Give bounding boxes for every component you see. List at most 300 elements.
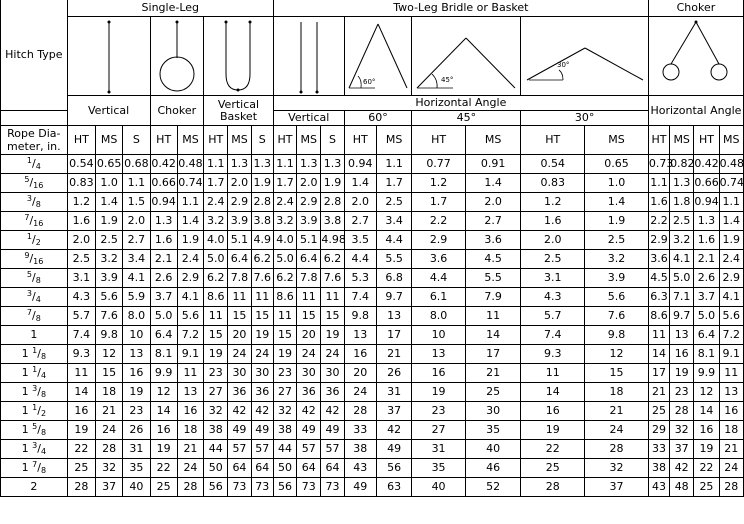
capacity-cell: 3.2 xyxy=(585,250,649,269)
capacity-cell: 5.7 xyxy=(521,307,585,326)
capacity-cell: 6.2 xyxy=(321,250,344,269)
capacity-cell: 1.4 xyxy=(719,212,743,231)
capacity-cell: 11 xyxy=(273,307,296,326)
capacity-cell: 1.2 xyxy=(521,193,585,212)
capacity-cell: 5.6 xyxy=(585,288,649,307)
capacity-cell: 16 xyxy=(719,402,743,421)
capacity-cell: 6.4 xyxy=(150,326,177,345)
capacity-cell: 0.74 xyxy=(719,174,743,193)
capacity-cell: 1.9 xyxy=(585,212,649,231)
rope-diameter-cell: $^1/_4$ xyxy=(1,155,68,174)
capacity-cell: 5.5 xyxy=(465,269,521,288)
capacity-cell: 3.2 xyxy=(95,250,122,269)
rope-diameter-cell: 1 xyxy=(1,326,68,345)
capacity-cell: 0.65 xyxy=(585,155,649,174)
capacity-cell: 0.48 xyxy=(177,155,203,174)
capacity-cell: 15 xyxy=(585,364,649,383)
capacity-cell: 9.8 xyxy=(585,326,649,345)
capacity-cell: 2.7 xyxy=(344,212,376,231)
capacity-cell: 0.74 xyxy=(177,174,203,193)
capacity-cell: 0.66 xyxy=(694,174,719,193)
table-row xyxy=(1,250,744,269)
capacity-cell: 64 xyxy=(297,459,321,478)
capacity-cell: 2.5 xyxy=(95,231,122,250)
capacity-cell: 2.0 xyxy=(521,231,585,250)
rope-diameter-label-line2: meter, in. xyxy=(7,140,61,153)
capacity-cell: 13 xyxy=(123,345,150,364)
capacity-cell: 1.9 xyxy=(321,174,344,193)
capacity-cell: 19 xyxy=(321,326,344,345)
capacity-cell: 9.1 xyxy=(177,345,203,364)
capacity-cell: 24 xyxy=(95,421,122,440)
capacity-cell: 2.0 xyxy=(228,174,251,193)
column-code: MS xyxy=(670,126,694,155)
rope-diameter-cell: 1 $^5/_8$ xyxy=(1,421,68,440)
capacity-cell: 0.66 xyxy=(150,174,177,193)
diagram-two-leg-60 xyxy=(344,17,412,96)
vertical-basket-sling-icon xyxy=(204,18,272,94)
capacity-cell: 2.9 xyxy=(719,269,743,288)
capacity-cell: 19 xyxy=(123,383,150,402)
hitch-type-label: Hitch Type xyxy=(1,0,68,111)
table-row xyxy=(1,345,744,364)
capacity-cell: 3.2 xyxy=(204,212,228,231)
capacity-cell: 5.7 xyxy=(67,307,95,326)
column-code: HT xyxy=(412,126,466,155)
capacity-cell: 18 xyxy=(95,383,122,402)
capacity-cell: 40 xyxy=(123,478,150,497)
capacity-cell: 5.1 xyxy=(297,231,321,250)
capacity-cell: 1.7 xyxy=(273,174,296,193)
capacity-cell: 49 xyxy=(251,421,273,440)
capacity-cell: 42 xyxy=(670,459,694,478)
capacity-cell: 9.3 xyxy=(521,345,585,364)
capacity-cell: 3.1 xyxy=(521,269,585,288)
capacity-cell: 2.6 xyxy=(150,269,177,288)
capacity-cell: 11 xyxy=(648,326,669,345)
capacity-cell: 2.6 xyxy=(694,269,719,288)
table-row xyxy=(1,269,744,288)
capacity-cell: 19 xyxy=(204,345,228,364)
capacity-cell: 2.9 xyxy=(648,231,669,250)
capacity-cell: 3.2 xyxy=(273,212,296,231)
capacity-cell: 26 xyxy=(123,421,150,440)
capacity-cell: 11 xyxy=(297,288,321,307)
capacity-cell: 1.3 xyxy=(251,155,273,174)
capacity-cell: 1.3 xyxy=(297,155,321,174)
capacity-cell: 33 xyxy=(344,421,376,440)
capacity-cell: 11 xyxy=(521,364,585,383)
capacity-cell: 7.2 xyxy=(719,326,743,345)
capacity-cell: 15 xyxy=(95,364,122,383)
capacity-cell: 18 xyxy=(585,383,649,402)
capacity-cell: 26 xyxy=(376,364,411,383)
diagram-single-basket xyxy=(204,17,274,96)
capacity-cell: 0.94 xyxy=(694,193,719,212)
capacity-cell: 1.4 xyxy=(585,193,649,212)
capacity-cell: 6.4 xyxy=(297,250,321,269)
capacity-cell: 32 xyxy=(670,421,694,440)
capacity-cell: 35 xyxy=(412,459,466,478)
capacity-cell: 4.3 xyxy=(67,288,95,307)
capacity-cell: 56 xyxy=(204,478,228,497)
capacity-cell: 24 xyxy=(297,345,321,364)
angle-label-30: 30° xyxy=(556,61,570,69)
capacity-cell: 1.1 xyxy=(376,155,411,174)
capacity-cell: 64 xyxy=(228,459,251,478)
capacity-cell: 22 xyxy=(150,459,177,478)
capacity-cell: 23 xyxy=(123,402,150,421)
angle-label-45: 45° xyxy=(441,76,454,84)
capacity-cell: 0.91 xyxy=(465,155,521,174)
capacity-cell: 3.9 xyxy=(297,212,321,231)
capacity-cell: 5.6 xyxy=(95,288,122,307)
capacity-cell: 28 xyxy=(585,440,649,459)
sub-vertical-two-leg: Vertical xyxy=(273,111,344,126)
capacity-cell: 21 xyxy=(465,364,521,383)
capacity-cell: 0.94 xyxy=(150,193,177,212)
capacity-cell: 1.0 xyxy=(585,174,649,193)
rope-diameter-label-line1: Rope Dia- xyxy=(7,127,61,140)
capacity-cell: 14 xyxy=(67,383,95,402)
capacity-cell: 1.1 xyxy=(204,155,228,174)
capacity-cell: 32 xyxy=(585,459,649,478)
capacity-cell: 3.1 xyxy=(67,269,95,288)
capacity-cell: 3.9 xyxy=(585,269,649,288)
capacity-cell: 8.6 xyxy=(204,288,228,307)
sub-horizontal-angle: Horizontal Angle xyxy=(273,96,648,111)
table-row xyxy=(1,155,744,174)
capacity-cell: 13 xyxy=(412,345,466,364)
table-row xyxy=(1,459,744,478)
capacity-cell: 16 xyxy=(412,364,466,383)
capacity-cell: 44 xyxy=(204,440,228,459)
capacity-cell: 1.6 xyxy=(694,231,719,250)
capacity-cell: 73 xyxy=(297,478,321,497)
capacity-cell: 36 xyxy=(251,383,273,402)
capacity-cell: 28 xyxy=(177,478,203,497)
capacity-cell: 2.8 xyxy=(321,193,344,212)
capacity-cell: 9.8 xyxy=(344,307,376,326)
capacity-cell: 2.7 xyxy=(123,231,150,250)
capacity-cell: 1.6 xyxy=(521,212,585,231)
capacity-cell: 24 xyxy=(228,345,251,364)
rope-diameter-cell: 1 $^1/_2$ xyxy=(1,402,68,421)
capacity-cell: 25 xyxy=(521,459,585,478)
capacity-cell: 5.1 xyxy=(228,231,251,250)
capacity-cell: 2.4 xyxy=(273,193,296,212)
capacity-cell: 9.3 xyxy=(67,345,95,364)
capacity-cell: 19 xyxy=(67,421,95,440)
capacity-cell: 2.7 xyxy=(465,212,521,231)
capacity-cell: 2.8 xyxy=(251,193,273,212)
capacity-cell: 25 xyxy=(67,459,95,478)
capacity-cell: 38 xyxy=(273,421,296,440)
capacity-cell: 2.5 xyxy=(585,231,649,250)
capacity-cell: 5.3 xyxy=(344,269,376,288)
capacity-cell: 1.4 xyxy=(95,193,122,212)
capacity-cell: 3.9 xyxy=(228,212,251,231)
capacity-cell: 6.1 xyxy=(412,288,466,307)
table-row xyxy=(1,478,744,497)
capacity-cell: 4.4 xyxy=(412,269,466,288)
capacity-cell: 1.6 xyxy=(67,212,95,231)
capacity-cell: 0.48 xyxy=(719,155,743,174)
capacity-cell: 2.2 xyxy=(412,212,466,231)
capacity-cell: 28 xyxy=(95,440,122,459)
capacity-cell: 7.6 xyxy=(321,269,344,288)
capacity-cell: 7.4 xyxy=(521,326,585,345)
capacity-cell: 2.5 xyxy=(670,212,694,231)
capacity-cell: 25 xyxy=(694,478,719,497)
capacity-cell: 6.2 xyxy=(273,269,296,288)
capacity-cell: 15 xyxy=(228,307,251,326)
capacity-cell: 64 xyxy=(321,459,344,478)
capacity-cell: 21 xyxy=(95,402,122,421)
capacity-cell: 1.7 xyxy=(412,193,466,212)
capacity-cell: 64 xyxy=(251,459,273,478)
table-row xyxy=(1,326,744,345)
capacity-cell: 6.2 xyxy=(251,250,273,269)
capacity-cell: 1.4 xyxy=(177,212,203,231)
capacity-cell: 18 xyxy=(177,421,203,440)
capacity-cell: 0.54 xyxy=(521,155,585,174)
empty-cell xyxy=(1,111,68,126)
sub-angle-45: 45° xyxy=(412,111,521,126)
capacity-cell: 11 xyxy=(204,307,228,326)
capacity-cell: 2.0 xyxy=(123,212,150,231)
capacity-cell: 42 xyxy=(251,402,273,421)
table-row xyxy=(1,288,744,307)
capacity-cell: 11 xyxy=(177,364,203,383)
column-code: HT xyxy=(150,126,177,155)
capacity-cell: 43 xyxy=(344,459,376,478)
capacity-cell: 73 xyxy=(228,478,251,497)
capacity-cell: 3.9 xyxy=(95,269,122,288)
capacity-cell: 19 xyxy=(150,440,177,459)
capacity-cell: 17 xyxy=(465,345,521,364)
capacity-cell: 12 xyxy=(95,345,122,364)
column-code: S xyxy=(251,126,273,155)
capacity-cell: 44 xyxy=(273,440,296,459)
capacity-cell: 13 xyxy=(670,326,694,345)
capacity-cell: 23 xyxy=(412,402,466,421)
group-single-leg: Single-Leg xyxy=(67,0,273,17)
capacity-cell: 14 xyxy=(465,326,521,345)
capacity-cell: 15 xyxy=(321,307,344,326)
capacity-cell: 4.0 xyxy=(273,231,296,250)
capacity-cell: 0.82 xyxy=(670,155,694,174)
rope-diameter-cell: $^3/_4$ xyxy=(1,288,68,307)
rope-diameter-cell: 1 $^1/_4$ xyxy=(1,364,68,383)
capacity-cell: 37 xyxy=(585,478,649,497)
capacity-cell: 50 xyxy=(273,459,296,478)
group-choker: Choker xyxy=(648,0,743,17)
capacity-cell: 19 xyxy=(521,421,585,440)
capacity-cell: 18 xyxy=(719,421,743,440)
capacity-cell: 28 xyxy=(344,402,376,421)
single-choker-sling-icon xyxy=(151,18,203,94)
capacity-cell: 46 xyxy=(465,459,521,478)
rope-diameter-cell: $^7/_8$ xyxy=(1,307,68,326)
capacity-cell: 7.9 xyxy=(465,288,521,307)
capacity-cell: 1.9 xyxy=(95,212,122,231)
capacity-cell: 10 xyxy=(412,326,466,345)
column-code: HT xyxy=(694,126,719,155)
capacity-cell: 21 xyxy=(648,383,669,402)
capacity-cell: 2.9 xyxy=(177,269,203,288)
capacity-cell: 42 xyxy=(228,402,251,421)
capacity-cell: 2.0 xyxy=(465,193,521,212)
capacity-cell: 2.5 xyxy=(67,250,95,269)
capacity-cell: 9.8 xyxy=(95,326,122,345)
capacity-cell: 36 xyxy=(297,383,321,402)
capacity-cell: 1.3 xyxy=(321,155,344,174)
capacity-cell: 19 xyxy=(273,345,296,364)
capacity-cell: 13 xyxy=(177,383,203,402)
table-row xyxy=(1,231,744,250)
capacity-cell: 4.3 xyxy=(521,288,585,307)
column-code: MS xyxy=(719,126,743,155)
table-row xyxy=(1,402,744,421)
diagram-choker-pair xyxy=(648,17,743,96)
capacity-cell: 8.6 xyxy=(648,307,669,326)
capacity-cell: 13 xyxy=(344,326,376,345)
capacity-cell: 25 xyxy=(150,478,177,497)
capacity-cell: 27 xyxy=(204,383,228,402)
capacity-cell: 11 xyxy=(228,288,251,307)
capacity-cell: 5.0 xyxy=(694,307,719,326)
capacity-cell: 42 xyxy=(297,402,321,421)
capacity-cell: 43 xyxy=(648,478,669,497)
capacity-cell: 38 xyxy=(344,440,376,459)
capacity-cell: 30 xyxy=(297,364,321,383)
capacity-cell: 12 xyxy=(585,345,649,364)
capacity-cell: 5.0 xyxy=(150,307,177,326)
capacity-cell: 24 xyxy=(344,383,376,402)
capacity-cell: 1.7 xyxy=(204,174,228,193)
rope-diameter-cell: 2 xyxy=(1,478,68,497)
capacity-cell: 9.7 xyxy=(376,288,411,307)
capacity-cell: 28 xyxy=(521,478,585,497)
column-code: HT xyxy=(204,126,228,155)
rope-diameter-cell: $^1/_2$ xyxy=(1,231,68,250)
capacity-cell: 3.5 xyxy=(344,231,376,250)
capacity-cell: 38 xyxy=(648,459,669,478)
capacity-cell: 13 xyxy=(719,383,743,402)
capacity-cell: 14 xyxy=(521,383,585,402)
sub-vertical-basket-line2: Basket xyxy=(219,109,258,123)
column-code: S xyxy=(123,126,150,155)
capacity-cell: 57 xyxy=(297,440,321,459)
capacity-cell: 16 xyxy=(150,421,177,440)
capacity-cell: 3.4 xyxy=(123,250,150,269)
capacity-cell: 0.83 xyxy=(521,174,585,193)
capacity-cell: 11 xyxy=(321,288,344,307)
capacity-cell: 8.6 xyxy=(273,288,296,307)
rope-diameter-cell: 1 $^3/_4$ xyxy=(1,440,68,459)
angle-label-60: 60° xyxy=(362,78,376,86)
capacity-cell: 32 xyxy=(204,402,228,421)
two-leg-45-degree-sling-icon xyxy=(413,18,519,94)
capacity-cell: 23 xyxy=(670,383,694,402)
capacity-cell: 73 xyxy=(321,478,344,497)
column-code: HT xyxy=(273,126,296,155)
capacity-cell: 5.9 xyxy=(123,288,150,307)
capacity-cell: 23 xyxy=(273,364,296,383)
sub-vertical-basket-line1: Vertical xyxy=(217,97,260,111)
capacity-cell: 16 xyxy=(67,402,95,421)
capacity-cell: 1.2 xyxy=(412,174,466,193)
column-code: MS xyxy=(376,126,411,155)
capacity-cell: 2.1 xyxy=(694,250,719,269)
capacity-cell: 52 xyxy=(465,478,521,497)
capacity-cell: 2.5 xyxy=(521,250,585,269)
capacity-cell: 2.9 xyxy=(297,193,321,212)
capacity-cell: 4.1 xyxy=(177,288,203,307)
column-code: MS xyxy=(228,126,251,155)
capacity-cell: 5.6 xyxy=(177,307,203,326)
capacity-cell: 3.6 xyxy=(648,250,669,269)
capacity-cell: 63 xyxy=(376,478,411,497)
capacity-cell: 8.1 xyxy=(150,345,177,364)
capacity-cell: 4.4 xyxy=(344,250,376,269)
capacity-cell: 6.2 xyxy=(204,269,228,288)
capacity-cell: 23 xyxy=(204,364,228,383)
capacity-cell: 42 xyxy=(376,421,411,440)
capacity-cell: 1.6 xyxy=(150,231,177,250)
capacity-cell: 32 xyxy=(95,459,122,478)
capacity-cell: 7.8 xyxy=(297,269,321,288)
capacity-cell: 15 xyxy=(251,307,273,326)
two-leg-vertical-sling-icon xyxy=(275,18,343,94)
capacity-cell: 19 xyxy=(670,364,694,383)
capacity-cell: 49 xyxy=(297,421,321,440)
capacity-cell: 0.54 xyxy=(67,155,95,174)
capacity-cell: 1.3 xyxy=(694,212,719,231)
capacity-cell: 3.2 xyxy=(670,231,694,250)
two-leg-30-degree-sling-icon xyxy=(523,18,647,94)
capacity-cell: 56 xyxy=(273,478,296,497)
capacity-cell: 16 xyxy=(344,345,376,364)
group-two-leg: Two-Leg Bridle or Basket xyxy=(273,0,648,17)
capacity-cell: 36 xyxy=(228,383,251,402)
column-code: HT xyxy=(67,126,95,155)
capacity-cell: 33 xyxy=(648,440,669,459)
capacity-cell: 24 xyxy=(585,421,649,440)
capacity-cell: 9.9 xyxy=(150,364,177,383)
capacity-cell: 1.8 xyxy=(670,193,694,212)
column-header-row xyxy=(1,126,744,155)
capacity-cell: 9.9 xyxy=(694,364,719,383)
capacity-cell: 4.9 xyxy=(251,231,273,250)
capacity-cell: 25 xyxy=(465,383,521,402)
capacity-cell: 7.4 xyxy=(344,288,376,307)
column-code: MS xyxy=(465,126,521,155)
table-row xyxy=(1,383,744,402)
sub-horizontal-angle-choker: Horizontal Angle xyxy=(648,96,743,126)
capacity-cell: 1.1 xyxy=(177,193,203,212)
capacity-cell: 4.5 xyxy=(648,269,669,288)
capacity-cell: 56 xyxy=(376,459,411,478)
rope-diameter-cell: 1 $^3/_8$ xyxy=(1,383,68,402)
diagram-two-leg-30 xyxy=(521,17,648,96)
column-code: MS xyxy=(585,126,649,155)
capacity-cell: 21 xyxy=(177,440,203,459)
sub-angle-60: 60° xyxy=(344,111,412,126)
capacity-cell: 1.4 xyxy=(465,174,521,193)
table-row xyxy=(1,421,744,440)
